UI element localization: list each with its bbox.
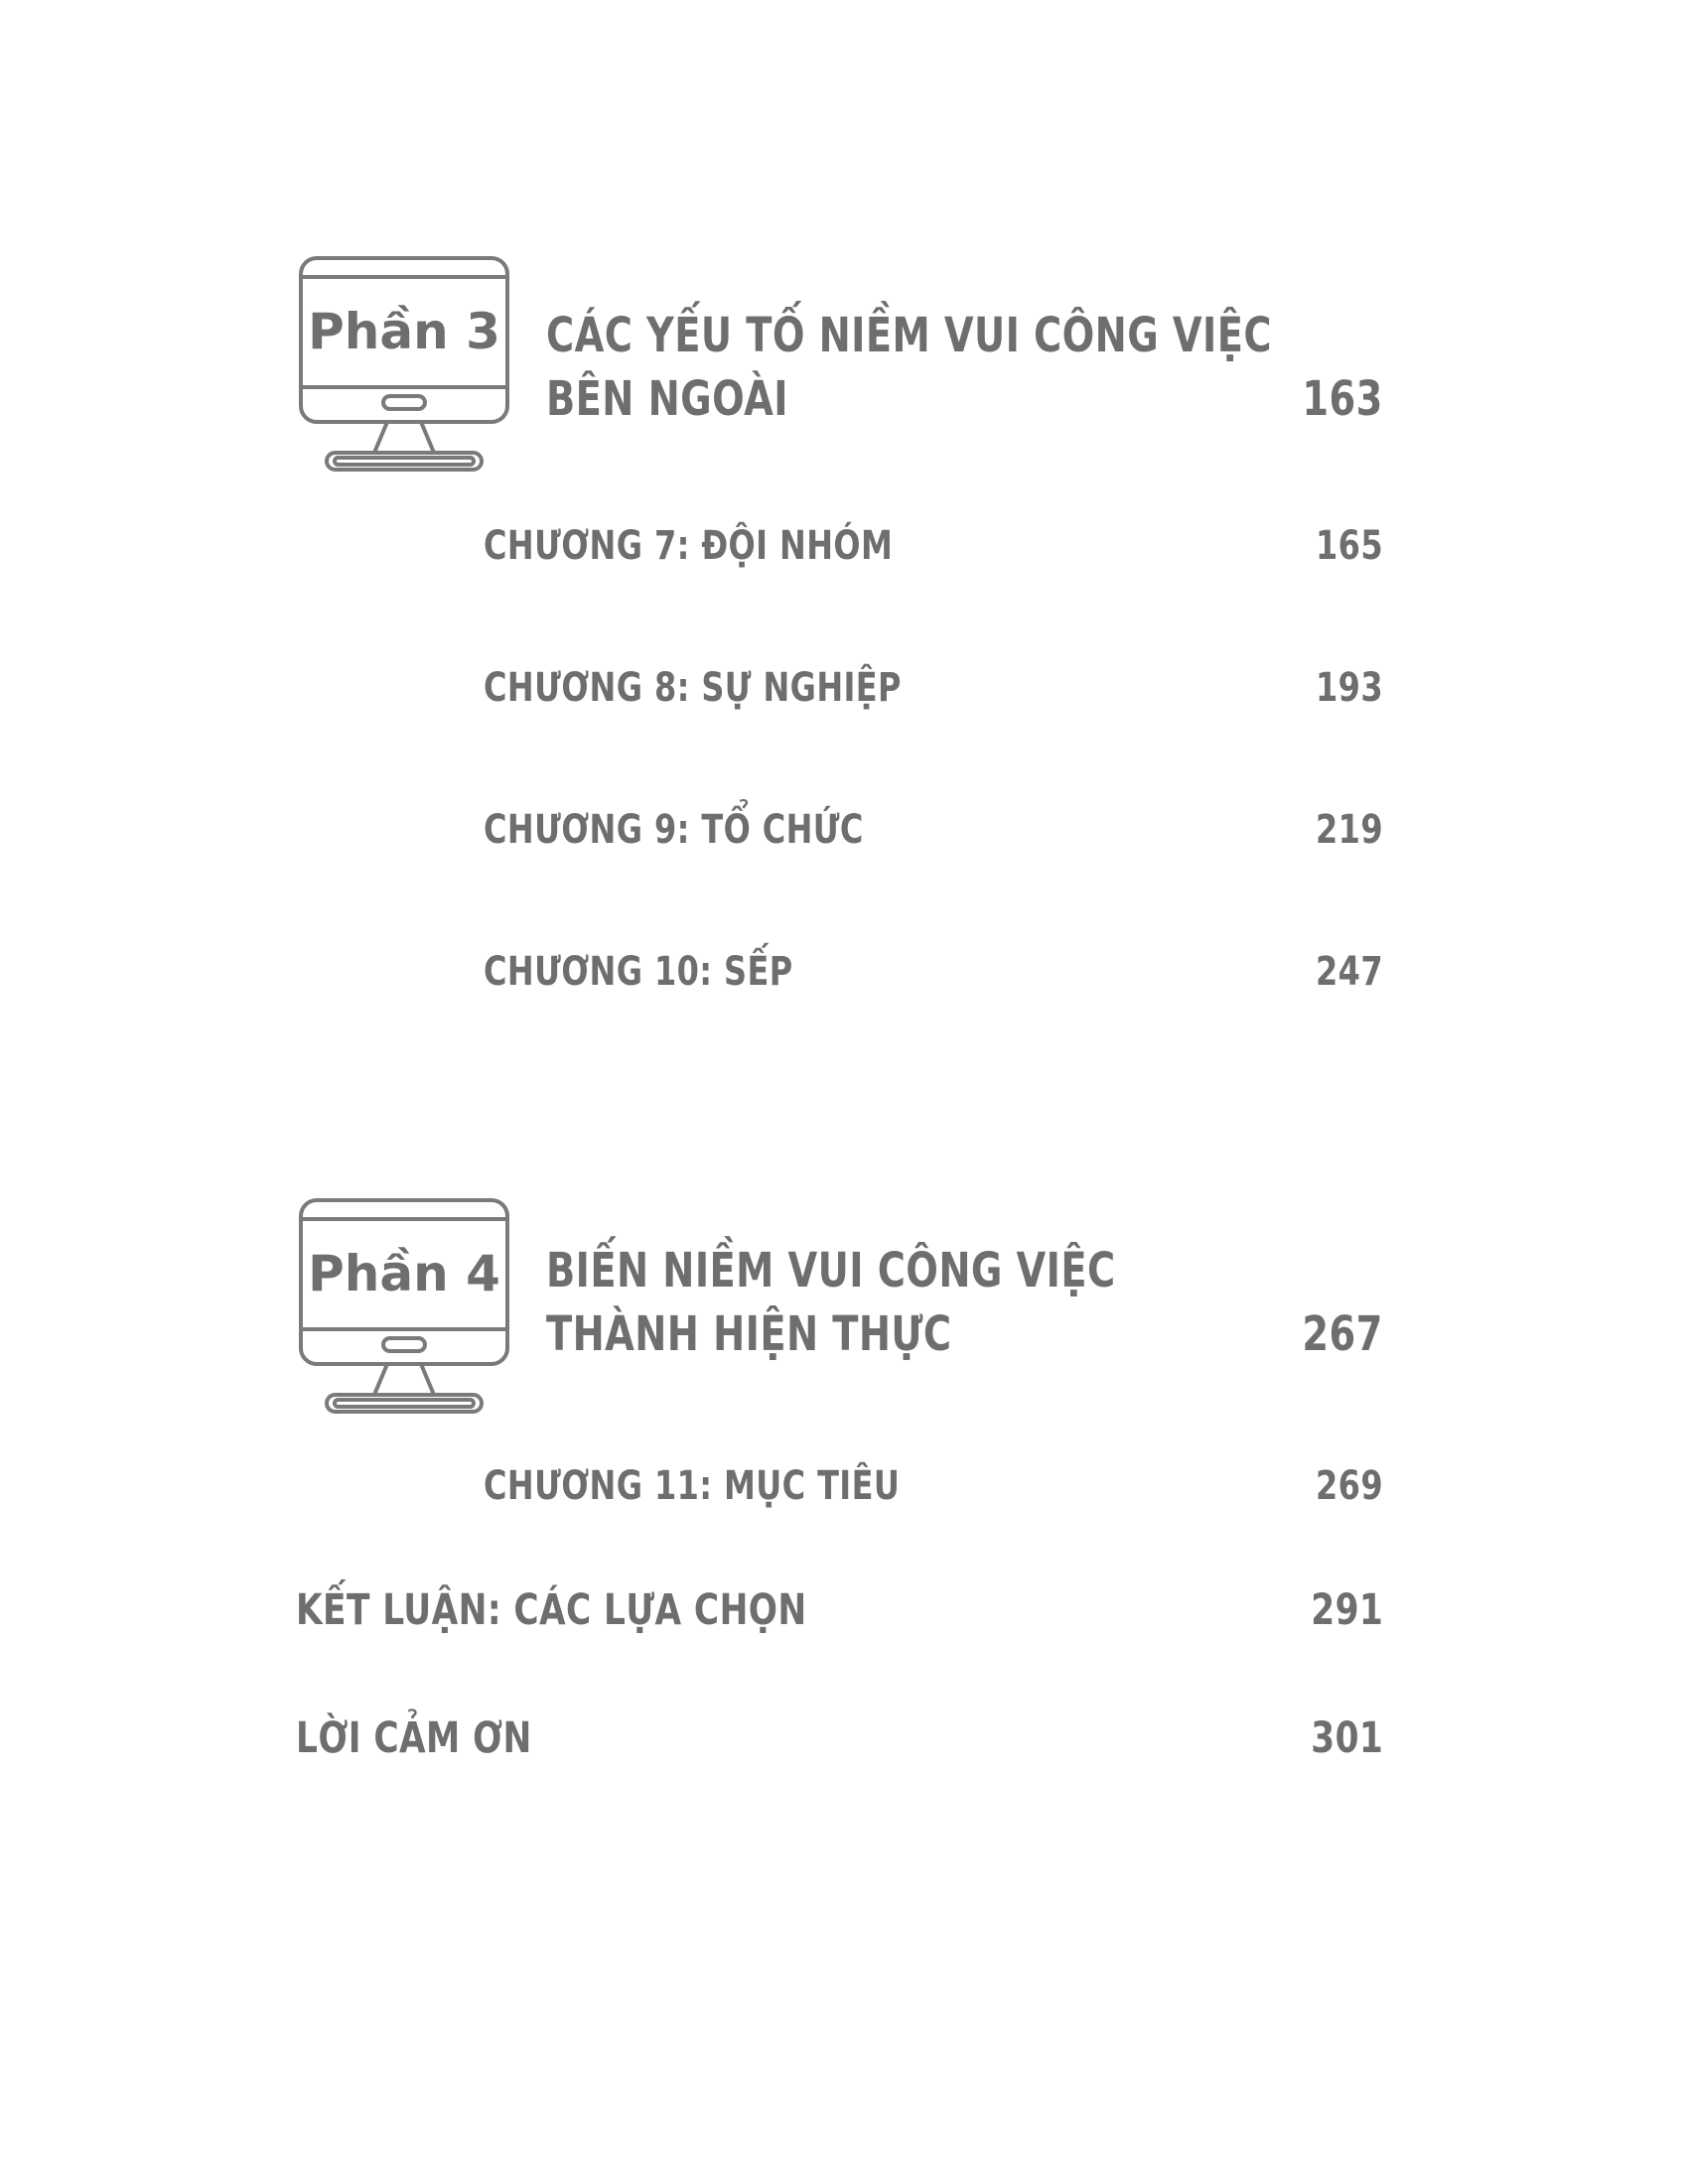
- toc-entry-chapter-7: [484, 522, 1383, 570]
- part-heading: [546, 304, 1383, 431]
- chapter-title: CHƯƠNG 11: MỤC TIÊU: [484, 1463, 901, 1509]
- entry-title: LỜI CẢM ƠN: [296, 1713, 532, 1763]
- chapter-page-number: 165: [1316, 523, 1383, 569]
- part-title-line1: BIẾN NIỀM VUI CÔNG VIỆC: [546, 1243, 1116, 1298]
- part-heading: [546, 1239, 1383, 1366]
- entry-page-number: 291: [1310, 1585, 1383, 1635]
- toc-entry-conclusion: [296, 1586, 1383, 1634]
- monitor-icon: [299, 1198, 509, 1415]
- part-title-line2: BÊN NGOÀI: [546, 371, 788, 427]
- chapter-title: CHƯƠNG 7: ĐỘI NHÓM: [484, 523, 894, 569]
- chapter-page-number: 247: [1316, 949, 1383, 995]
- chapter-title: CHƯƠNG 8: SỰ NGHIỆP: [484, 665, 902, 711]
- part-title-line2: THÀNH HIỆN THỰC: [546, 1306, 952, 1362]
- toc-entry-acknowledgements: [296, 1714, 1383, 1762]
- part-label: Phần 3: [308, 303, 500, 360]
- part-title-line1: CÁC YẾU TỐ NIỀM VUI CÔNG VIỆC: [546, 308, 1272, 363]
- monitor-icon: [299, 256, 509, 473]
- chapter-page-number: 219: [1316, 807, 1383, 853]
- toc-entry-chapter-8: [484, 664, 1383, 712]
- toc-entry-chapter-11: [484, 1462, 1383, 1510]
- toc-entry-chapter-10: [484, 948, 1383, 996]
- toc-entry-chapter-9: [484, 806, 1383, 854]
- entry-title: KẾT LUẬN: CÁC LỰA CHỌN: [296, 1585, 807, 1635]
- chapter-title: CHƯƠNG 10: SẾP: [484, 949, 793, 995]
- chapter-page-number: 269: [1316, 1463, 1383, 1509]
- chapter-title: CHƯƠNG 9: TỔ CHỨC: [484, 807, 864, 853]
- entry-page-number: 301: [1310, 1713, 1383, 1763]
- chapter-page-number: 193: [1316, 665, 1383, 711]
- part-page-number: 163: [1302, 371, 1383, 427]
- part-label: Phần 4: [308, 1245, 500, 1302]
- part-page-number: 267: [1302, 1306, 1383, 1362]
